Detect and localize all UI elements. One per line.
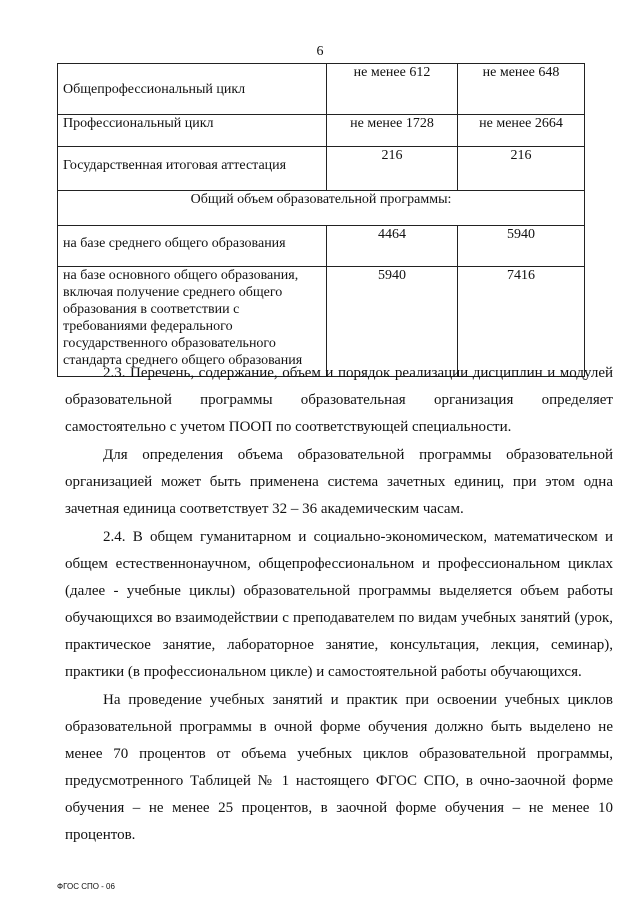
body-text [65, 360, 613, 849]
table-row [58, 115, 585, 147]
paragraph-2-4: 2.4. В общем гуманитарном и социально-экономическом, математическом и общем естественнонаучном, общепрофессиональном и профессиональном циклах (далее - учебные циклы) образовательной программы выделяется объем работы обучающихся во взаимодействии с преподавателем по видам учебных занятий (урок, практическое занятие, лабораторное занятие, консультация, лекция, семинар), практики (в профессиональном цикле) и самостоятельной работы обучающихся. [65, 529, 613, 680]
value-col2: 7416 [458, 267, 585, 377]
value-col2: не менее 648 [458, 64, 585, 115]
program-volume-table [57, 63, 585, 377]
value-col1: не менее 612 [327, 64, 458, 115]
cycle-name: Профессиональный цикл [58, 115, 327, 147]
cycle-name: Общепрофессиональный цикл [58, 64, 327, 115]
value-col1: 216 [327, 147, 458, 191]
value-col2: не менее 2664 [458, 115, 585, 147]
table-row [58, 226, 585, 267]
document-footer-code: ФГОС СПО - 06 [57, 882, 115, 891]
page-number: 6 [316, 44, 324, 59]
total-basis-name: на базе основного общего образования, включая получение среднего общего образования в соответствии с требованиями федерального государственного образовательного стандарта среднего общего образования [58, 267, 327, 377]
total-basis-name: на базе среднего общего образования [58, 226, 327, 267]
section-header: Общий объем образовательной программы: [58, 191, 585, 226]
cycle-name: Государственная итоговая аттестация [58, 147, 327, 191]
value-col2: 216 [458, 147, 585, 191]
table-section-header-row [58, 191, 585, 226]
value-col1: не менее 1728 [327, 115, 458, 147]
value-col1: 5940 [327, 267, 458, 377]
paragraph-classes-volume: На проведение учебных занятий и практик при освоении учебных циклов образовательной программы в очной форме обучения должно быть выделено не менее 70 процентов от объема учебных циклов образовательной программы, предусмотренного Таблицей № 1 настоящего ФГОС СПО, в очно-заочной форме обучения – не менее 25 процентов, в заочной форме обучения – не менее 10 процентов. [65, 692, 613, 843]
value-col2: 5940 [458, 226, 585, 267]
table-row [58, 147, 585, 191]
table-row [58, 64, 585, 115]
paragraph-credit-units: Для определения объема образовательной программы образовательной организацией может быть применена система зачетных единиц, при этом одна зачетная единица соответствует 32 – 36 академическим часам. [65, 447, 613, 517]
paragraph-2-3: 2.3. Перечень, содержание, объем и порядок реализации дисциплин и модулей образовательной программы образовательная организация определяет самостоятельно с учетом ПООП по соответствующей специальности. [65, 365, 613, 435]
value-col1: 4464 [327, 226, 458, 267]
